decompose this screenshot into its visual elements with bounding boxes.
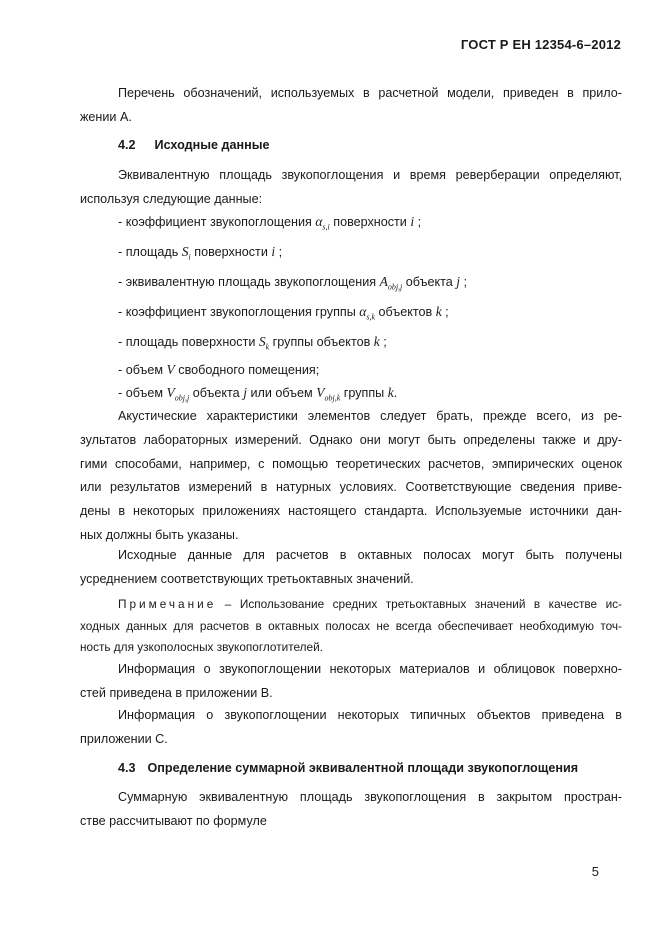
s42-p1-line-2: используя следующие данные: [80,192,263,206]
section-4-3-number: 4.3 [118,761,136,775]
symbol: k [435,304,442,319]
list-item-3 [118,274,467,292]
note-text-1: – Использование средних третьоктавных значений в качестве ис- [216,597,622,611]
s42-p2-line-5: дены в некоторых приложениях настоящего стандарта. Используемые источники дан- [80,504,622,519]
list-item-6 [118,362,319,378]
list-item-text: группы [340,386,388,400]
list-item-text: поверхности [329,215,411,229]
note-label: Примечание [118,597,217,611]
s42-p3-line-2: усреднением соответствующих третьоктавных значений. [80,572,414,586]
list-item-text: - объем [118,363,167,377]
intro-line-2: жении А. [80,110,132,124]
intro-line-1: Перечень обозначений, используемых в расчетной модели, приведен в прило- [118,86,622,100]
list-item-text: - площадь [118,245,182,259]
s42-p2-line-1: Акустические характеристики элементов следует брать, прежде всего, из ре- [118,409,622,423]
symbol: $V_{obj,k}$ [316,385,341,403]
symbol-subscript: s,i [322,222,330,232]
symbol: V [166,362,175,377]
list-item-2 [118,244,282,262]
symbol-subscript: obj,j [174,393,190,403]
list-item-text: объекта [402,275,457,289]
symbol-subscript: i [188,252,191,262]
list-item-text: - площадь поверхности [118,335,259,349]
symbol-subscript: obj,j [387,282,403,292]
section-4-2-heading [118,138,269,152]
section-4-3-title: Определение суммарной эквивалентной площади звукопоглощения [147,761,579,775]
list-item-text: ; [275,245,283,259]
list-item-text: или объем [246,386,317,400]
s42-p2-line-2: зультатов лабораторных измерений. Однако они могут быть определены также и дру- [80,432,622,447]
s42-p2-line-3: гими способами, например, с помощью теоретических расчетов, эмпирических оценок [80,456,622,471]
section-4-3-heading [118,761,578,775]
list-item-text: - объем [118,386,167,400]
note-line-1 [118,597,622,611]
symbol: i [271,244,276,259]
symbol: $\alpha_{s,i}$ [315,214,330,232]
symbol: j [456,274,461,289]
s42-p5-line-1: Информация о звукопоглощении некоторых типичных объектов приведена в [118,708,622,722]
s42-p5-line-2: приложении С. [80,732,168,746]
s42-p2-line-4: или результатов измерений в натурных условиях. Соответствующие сведения приве- [80,480,622,495]
list-item-text: . [393,386,398,400]
s42-p3-line-1: Исходные данные для расчетов в октавных полосах могут быть получены [118,548,622,562]
s42-p1-line-1: Эквивалентную площадь звукопоглощения и время реверберации определяют, [118,168,622,182]
note-line-2: ходных данных для расчетов в октавных полосах не всегда обеспечивает необходимую точ- [80,619,622,633]
symbol: $\alpha_{s,k}$ [359,304,376,322]
symbol: $S_i$ [181,244,191,262]
list-item-text: - коэффициент звукопоглощения группы [118,305,360,319]
list-item-text: объектов [375,305,436,319]
s43-p1-line-1: Суммарную эквивалентную площадь звукопоглощения в закрытом простран- [118,790,622,804]
list-item-1 [118,214,421,232]
symbol: k [387,385,394,400]
list-item-text: - эквивалентную площадь звукопоглощения [118,275,380,289]
symbol: j [243,385,247,400]
s42-p2-line-6: ных должны быть указаны. [80,528,239,542]
section-4-2-title: Исходные данные [154,138,270,152]
list-item-text: - коэффициент звукопоглощения [118,215,316,229]
page-number: 5 [591,864,599,879]
list-item-text: ; [441,305,449,319]
s43-p1-line-2: стве рассчитывают по формуле [80,814,267,828]
list-item-4 [118,304,449,322]
symbol: i [410,214,415,229]
document-code-header: ГОСТ Р ЕН 12354-6–2012 [460,37,621,52]
symbol: $S_k$ [258,334,270,352]
list-item-text: ; [379,335,387,349]
note-line-3: ность для узкополосных звукопоглотителей. [80,640,323,654]
section-4-2-number: 4.2 [118,138,136,152]
list-item-text: свободного помещения; [174,363,320,377]
symbol-subscript: obj,k [324,393,341,403]
s42-p4-line-2: стей приведена в приложении В. [80,686,273,700]
list-item-text: группы объектов [269,335,374,349]
list-item-text: ; [460,275,468,289]
symbol: k [373,334,380,349]
symbol-subscript: s,k [366,312,376,322]
symbol-subscript: k [265,342,270,352]
symbol: $V_{obj,j}$ [166,385,190,403]
list-item-text: поверхности [190,245,272,259]
symbol: $A_{obj,j}$ [379,274,403,292]
list-item-7 [118,385,397,403]
list-item-text: объекта [189,386,244,400]
list-item-5 [118,334,387,352]
list-item-text: ; [414,215,422,229]
s42-p4-line-1: Информация о звукопоглощении некоторых материалов и облицовок поверхно- [118,662,622,676]
